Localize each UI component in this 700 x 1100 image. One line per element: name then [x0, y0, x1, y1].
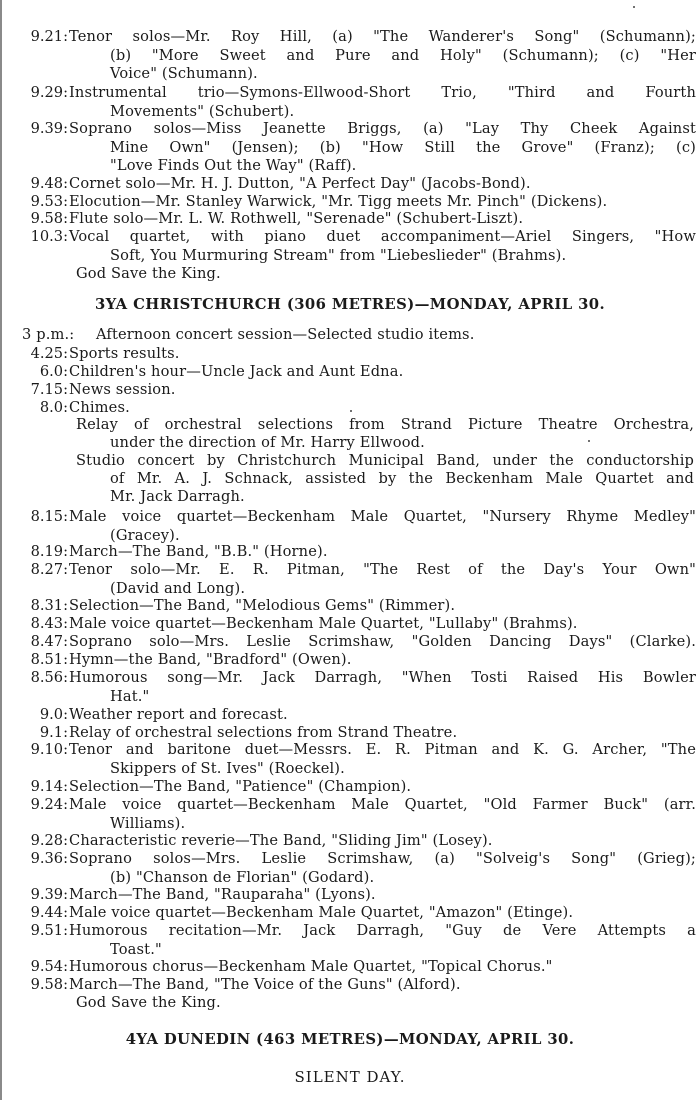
entry-time: 9.58:: [30, 210, 68, 227]
entry-text: Soprano solos—Miss Jeanette Briggs, (a) "Lay Thy Cheek Against: [69, 120, 696, 137]
entry-time: 8.19:: [30, 543, 68, 560]
note-text: of Mr. A. J. Schnack, assisted by the Beckenham Male Quartet and: [110, 470, 694, 487]
note-text: Mr. Jack Darragh.: [110, 488, 245, 505]
entry-time: 8.47:: [30, 633, 68, 650]
entry-time: 9.29:: [30, 84, 68, 101]
entry-time: 8.27:: [30, 561, 68, 578]
entry-time: 6.0:: [39, 363, 68, 380]
entry-text: Hymn—the Band, "Bradford" (Owen).: [69, 651, 352, 668]
entry-text: Mine Own" (Jensen); (b) "How Still the Grove" (Franz); (c): [110, 138, 696, 156]
entry-time: 9.10:: [30, 741, 68, 758]
entry-text: Elocution—Mr. Stanley Warwick, "Mr. Tigg meets Mr. Pinch" (Dickens).: [69, 193, 608, 210]
entry-text: "Love Finds Out the Way" (Raff).: [110, 157, 357, 174]
entry-time: 9.48:: [30, 175, 68, 192]
entry-text: March—The Band, "The Voice of the Guns" (Alford).: [69, 976, 461, 993]
entry-text: News session.: [69, 381, 176, 398]
entry-text: March—The Band, "Rauparaha" (Lyons).: [69, 886, 376, 903]
entry-text: Soprano solos—Mrs. Leslie Scrimshaw, (a) "Solveig's Song" (Grieg);: [69, 850, 696, 867]
entry-time: 9.58:: [30, 976, 68, 993]
entry-time: 9.14:: [30, 778, 68, 795]
entry-text: Afternoon concert session—Selected studio items.: [96, 326, 475, 343]
entry-text: Vocal quartet, with piano duet accompaniment—Ariel Singers, "How: [69, 228, 696, 245]
note-text: Studio concert by Christchurch Municipal Band, under the conductorship: [76, 452, 694, 469]
entry-time: 9.54:: [30, 958, 68, 975]
entry-text: Humorous recitation—Mr. Jack Darragh, "Guy de Vere Attempts a: [69, 922, 696, 939]
section-heading-3ya: 3YA CHRISTCHURCH (306 METRES)—MONDAY, APRIL 30.: [94, 296, 606, 313]
entry-text: Male voice quartet—Beckenham Male Quartet, "Amazon" (Etinge).: [69, 904, 574, 921]
entry-text: Male voice quartet—Beckenham Male Quartet, "Nursery Rhyme Medley": [69, 508, 696, 525]
entry-time: 8.56:: [30, 669, 68, 686]
entry-time: 8.15:: [30, 508, 68, 525]
entry-time: 9.51:: [30, 922, 68, 939]
closing-anthem: God Save the King.: [76, 994, 221, 1011]
silent-day-notice: SILENT DAY.: [294, 1068, 406, 1086]
entry-time: 9.44:: [30, 904, 68, 921]
entry-text: Male voice quartet—Beckenham Male Quartet, "Old Farmer Buck" (arr.: [69, 796, 696, 813]
entry-text: Tenor and baritone duet—Messrs. E. R. Pitman and K. G. Archer, "The: [69, 741, 696, 758]
entry-time: 9.24:: [30, 796, 68, 813]
entry-time: 9.28:: [30, 832, 68, 849]
entry-text: Humorous song—Mr. Jack Darragh, "When Tosti Raised His Bowler: [69, 669, 696, 686]
entry-text: Selection—The Band, "Patience" (Champion).: [69, 778, 412, 795]
entry-text: (b) "More Sweet and Pure and Holy" (Schumann); (c) "Her: [110, 46, 696, 64]
entry-text: Male voice quartet—Beckenham Male Quartet, "Lullaby" (Brahms).: [69, 615, 578, 632]
entry-time: 3 p.m.:: [22, 326, 75, 343]
entry-text: Movements" (Schubert).: [110, 102, 295, 120]
entry-time: 8.51:: [30, 651, 68, 668]
entry-time: 9.1:: [39, 724, 68, 741]
entry-text: Relay of orchestral selections from Strand Theatre.: [69, 724, 458, 741]
note-text: Relay of orchestral selections from Strand Picture Theatre Orchestra,: [76, 416, 694, 433]
entry-time: 4.25:: [30, 345, 68, 362]
entry-time: 8.31:: [30, 597, 68, 614]
entry-text: Characteristic reverie—The Band, "Sliding Jim" (Losey).: [69, 832, 493, 849]
entry-time: 10.3:: [30, 228, 68, 245]
entry-text: Chimes.: [69, 399, 130, 416]
entry-text: Soft, You Murmuring Stream" from "Liebeslieder" (Brahms).: [110, 246, 567, 264]
entry-text: Sports results.: [69, 345, 180, 362]
entry-text: Flute solo—Mr. L. W. Rothwell, "Serenade" (Schubert-Liszt).: [69, 210, 524, 227]
entry-text: Tenor solos—Mr. Roy Hill, (a) "The Wanderer's Song" (Schumann);: [69, 28, 696, 45]
entry-text: March—The Band, "B.B." (Horne).: [69, 543, 328, 560]
entry-time: 9.39:: [30, 120, 68, 137]
print-speck: [633, 6, 635, 8]
entry-text: (Gracey).: [110, 526, 180, 544]
entry-time: 7.15:: [30, 381, 68, 398]
entry-text: Soprano solo—Mrs. Leslie Scrimshaw, "Golden Dancing Days" (Clarke).: [69, 633, 696, 650]
entry-text: Skippers of St. Ives" (Roeckel).: [110, 759, 345, 777]
entry-text: Instrumental trio—Symons-Ellwood-Short Trio, "Third and Fourth: [69, 84, 696, 101]
entry-time: 9.53:: [30, 193, 68, 210]
entry-time: 9.0:: [39, 706, 68, 723]
entry-text: Hat.": [110, 687, 150, 705]
entry-text: Humorous chorus—Beckenham Male Quartet, "Topical Chorus.": [69, 958, 553, 975]
entry-text: (b) "Chanson de Florian" (Godard).: [110, 868, 375, 886]
print-speck: [588, 440, 590, 442]
entry-text: Cornet solo—Mr. H. J. Dutton, "A Perfect Day" (Jacobs-Bond).: [69, 175, 531, 192]
entry-time: 9.21:: [30, 28, 68, 45]
entry-text: Selection—The Band, "Melodious Gems" (Rimmer).: [69, 597, 456, 614]
entry-text: Tenor solo—Mr. E. R. Pitman, "The Rest of the Day's Your Own": [69, 561, 696, 578]
entry-time: 9.36:: [30, 850, 68, 867]
closing-anthem: God Save the King.: [76, 265, 221, 282]
entry-text: (David and Long).: [110, 579, 246, 597]
entry-time: 8.0:: [39, 399, 68, 416]
section-heading-4ya: 4YA DUNEDIN (463 METRES)—MONDAY, APRIL 30.: [125, 1031, 575, 1048]
entry-text: Children's hour—Uncle Jack and Aunt Edna.: [69, 363, 404, 380]
entry-time: 9.39:: [30, 886, 68, 903]
entry-text: Voice" (Schumann).: [110, 65, 258, 82]
entry-text: Williams).: [110, 814, 186, 832]
entry-text: Toast.": [110, 940, 162, 958]
entry-text: Weather report and forecast.: [69, 706, 288, 723]
note-text: under the direction of Mr. Harry Ellwood.: [110, 434, 425, 451]
entry-time: 8.43:: [30, 615, 68, 632]
